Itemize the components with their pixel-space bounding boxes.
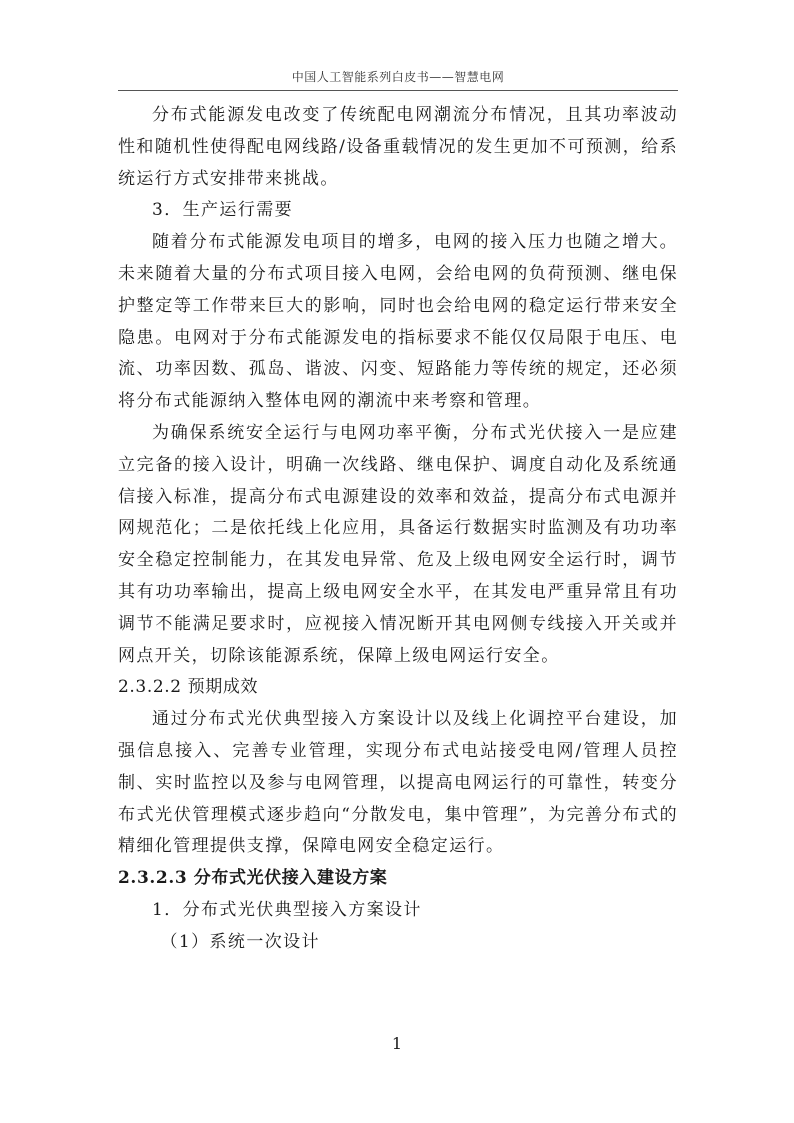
paragraph-distributed-impact: 分布式能源发电改变了传统配电网潮流分布情况，且其功率波动性和随机性使得配电网线路/设备重载情况的发生更加不可预测，给系统运行方式安排带来挑战。 [118, 105, 678, 189]
paragraph-production-needs: 随着分布式能源发电项目的增多，电网的接入压力也随之增大。未来随着大量的分布式项目接入电网，会给电网的负荷预测、继电保护整定等工作带来巨大的影响，同时也会给电网的稳定运行带来安全隐患。电网对于分布式能源发电的指标要求不能仅仅局限于电压、电流、功率因数、孤岛、谐波、闪变、短路能力等传统的规定，还必须将分布式能源纳入整体电网的潮流中来考察和管理。 [118, 232, 678, 412]
page-body [118, 100, 678, 959]
paragraph-expected-results: 通过分布式光伏典型接入方案设计以及线上化调控平台建设，加强信息接入、完善专业管理，实现分布式电站接受电网/管理人员控制、实时监控以及参与电网管理，以提高电网运行的可靠性，转变分布式光伏管理模式逐步趋向“分散发电，集中管理”，为完善分布式的精细化管理提供支撑，保障电网安全稳定运行。 [118, 709, 678, 857]
page-number: 1 [391, 1034, 403, 1053]
running-header: 中国人工智能系列白皮书——智慧电网 [291, 70, 505, 84]
item-heading-access-design: 1．分布式光伏典型接入方案设计 [152, 899, 422, 920]
section-heading-construction-plan: 2.3.2.3 分布式光伏接入建设方案 [118, 868, 388, 889]
item-heading-production: 3．生产运行需要 [152, 200, 294, 221]
section-heading-expected-results: 2.3.2.2 预期成效 [118, 677, 259, 698]
header-rule [118, 90, 678, 91]
paragraph-safety-measures: 为确保系统安全运行与电网功率平衡，分布式光伏接入一是应建立完备的接入设计，明确一次线路、继电保护、调度自动化及系统通信接入标准，提高分布式电源建设的效率和效益，提高分布式电源并网规范化；二是依托线上化应用，具备运行数据实时监测及有功功率安全稳定控制能力，在其发电异常、危及上级电网安全运行时，调节其有功功率输出，提高上级电网安全水平，在其发电严重异常且有功调节不能满足要求时，应视接入情况断开其电网侧专线接入开关或并网点开关，切除该能源系统，保障上级电网运行安全。 [118, 422, 678, 666]
sub-heading-primary-design: （1）系统一次设计 [160, 931, 320, 952]
